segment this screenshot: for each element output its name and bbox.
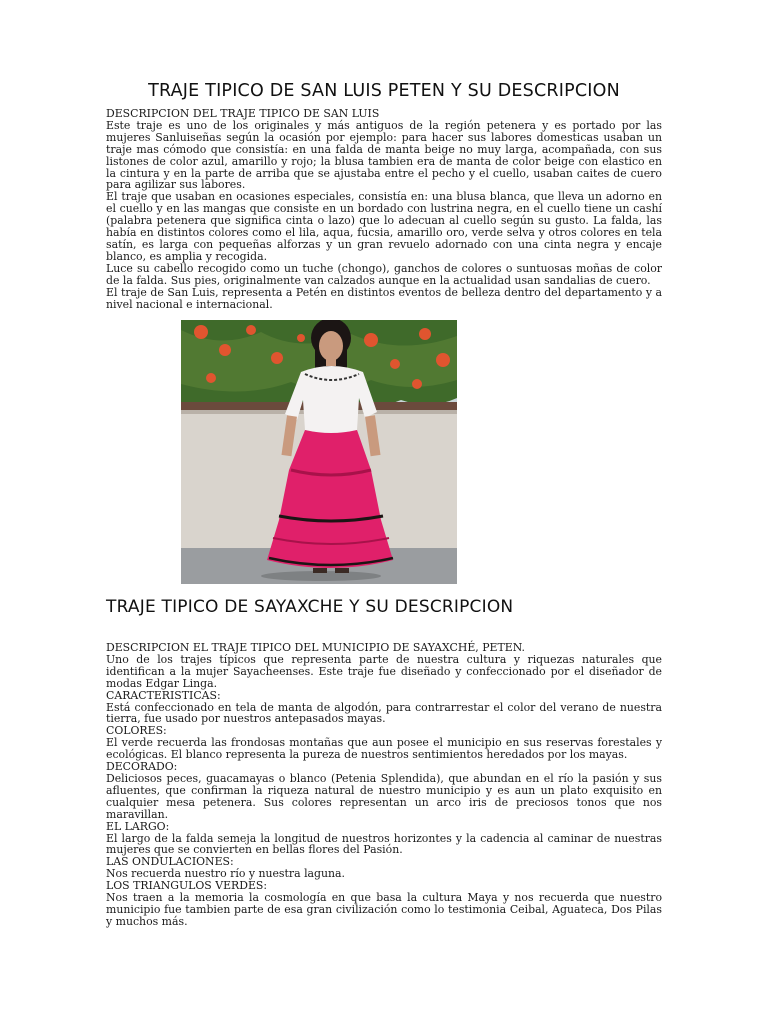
subheading: EL LARGO: (106, 819, 170, 833)
subheading: DECORADO: (106, 760, 178, 774)
section-1-subtitle: DESCRIPCION DEL TRAJE TIPICO DE SAN LUIS (106, 107, 380, 120)
section-2-body (106, 642, 662, 928)
traje-san-luis-photo (181, 320, 457, 584)
section-1-title: TRAJE TIPICO DE SAN LUIS PETEN Y SU DESCRIPCION (148, 81, 620, 101)
paragraph: Nos traen a la memoria la cosmología en que basa la cultura Maya y nos recuerda que nuestro municipio fue tambien parte de esa gran civilización como lo testimonia Ceibal, Aguateca, Dos Pilas y muchos más. (106, 891, 662, 928)
paragraph: El verde recuerda las frondosas montañas que aun posee el municipio en sus reservas forestales y ecológicas. El blanco representa la pureza de nuestros sentimientos heredados por los mayas. (106, 736, 662, 762)
section-1-body (106, 108, 662, 310)
paragraph: El traje que usaban en ocasiones especiales, consistía en: una blusa blanca, que lleva un adorno en el cuello y en las mangas que consiste en un bordado con lustrina negra, en el cuello tiene un cashí (palabra petenera que significa cinta o lazo) que lo adecuan al cuello según su gusto. La falda, las había en distintos colores como el lila, aqua, fucsia, amarillo oro, verde selva y otros colores en tela satín, es larga con pequeñas alforzas y un gran revuelo adornado con una cinta negra y encaje blanco, es amplia y recogida. (106, 190, 662, 263)
subheading: CARACTERISTICAS: (106, 688, 221, 702)
paragraph: Uno de los trajes típicos que representa parte de nuestra cultura y riquezas naturales que identifican a la mujer Sayacheenses. Este traje fue diseñado y confeccionado por el diseñador de modas Edgar Linga. (106, 652, 662, 690)
section-2-subtitle: DESCRIPCION EL TRAJE TIPICO DEL MUNICIPIO DE SAYAXCHÉ, PETEN. (106, 641, 526, 654)
paragraph: El traje de San Luis, representa a Petén en distintos eventos de belleza dentro del departamento y a nivel nacional e internacional. (106, 285, 662, 311)
paragraph: El largo de la falda semeja la longitud de nuestros horizontes y la cadencia al caminar de nuestras mujeres que se convierten en bellas flores del Pasión. (106, 831, 662, 857)
section-2-title: TRAJE TIPICO DE SAYAXCHE Y SU DESCRIPCION (106, 597, 514, 617)
paragraph: Este traje es uno de los originales y más antiguos de la región petenera y es portado por las mujeres Sanluiseñas según la ocasión por ejemplo: para hacer sus labores domesticas usaban un traje mas cómodo que consistía: en una falda de manta beige no muy larga, acompañada, con sus listones de color azul, amarillo y rojo; la blusa tambien era de manta de color beige con elastico en la cintura y en la parte de arriba que se ajustaba entre el pecho y el cuello, usaban caites de cuero para agilizar sus labores. (106, 118, 662, 192)
subheading: LAS ONDULACIONES: (106, 855, 234, 869)
paragraph: Deliciosos peces, guacamayas o blanco (Petenia Splendida), que abundan en el río la pasión y sus afluentes, que confirman la riqueza natural de nuestro municipio y es aun un plato exquisito en cualquier mesa petenera. Sus colores representan un arco iris de preciosos tonos que nos maravillan. (106, 771, 662, 821)
subheading: LOS TRIANGULOS VERDES: (106, 879, 268, 893)
paragraph: Nos recuerda nuestro río y nuestra laguna. (106, 867, 345, 881)
subheading: COLORES: (106, 724, 167, 738)
paragraph: Está confeccionado en tela de manta de algodón, para contrarrestar el color del verano de nuestra tierra, fue usado por nuestros antepasados mayas. (106, 700, 662, 726)
paragraph: Luce su cabello recogido como un tuche (chongo), ganchos de colores o suntuosas moñas de color de la falda. Sus pies, originalmente van calzados aunque en la actualidad usan sandalias de cuero. (106, 261, 662, 287)
